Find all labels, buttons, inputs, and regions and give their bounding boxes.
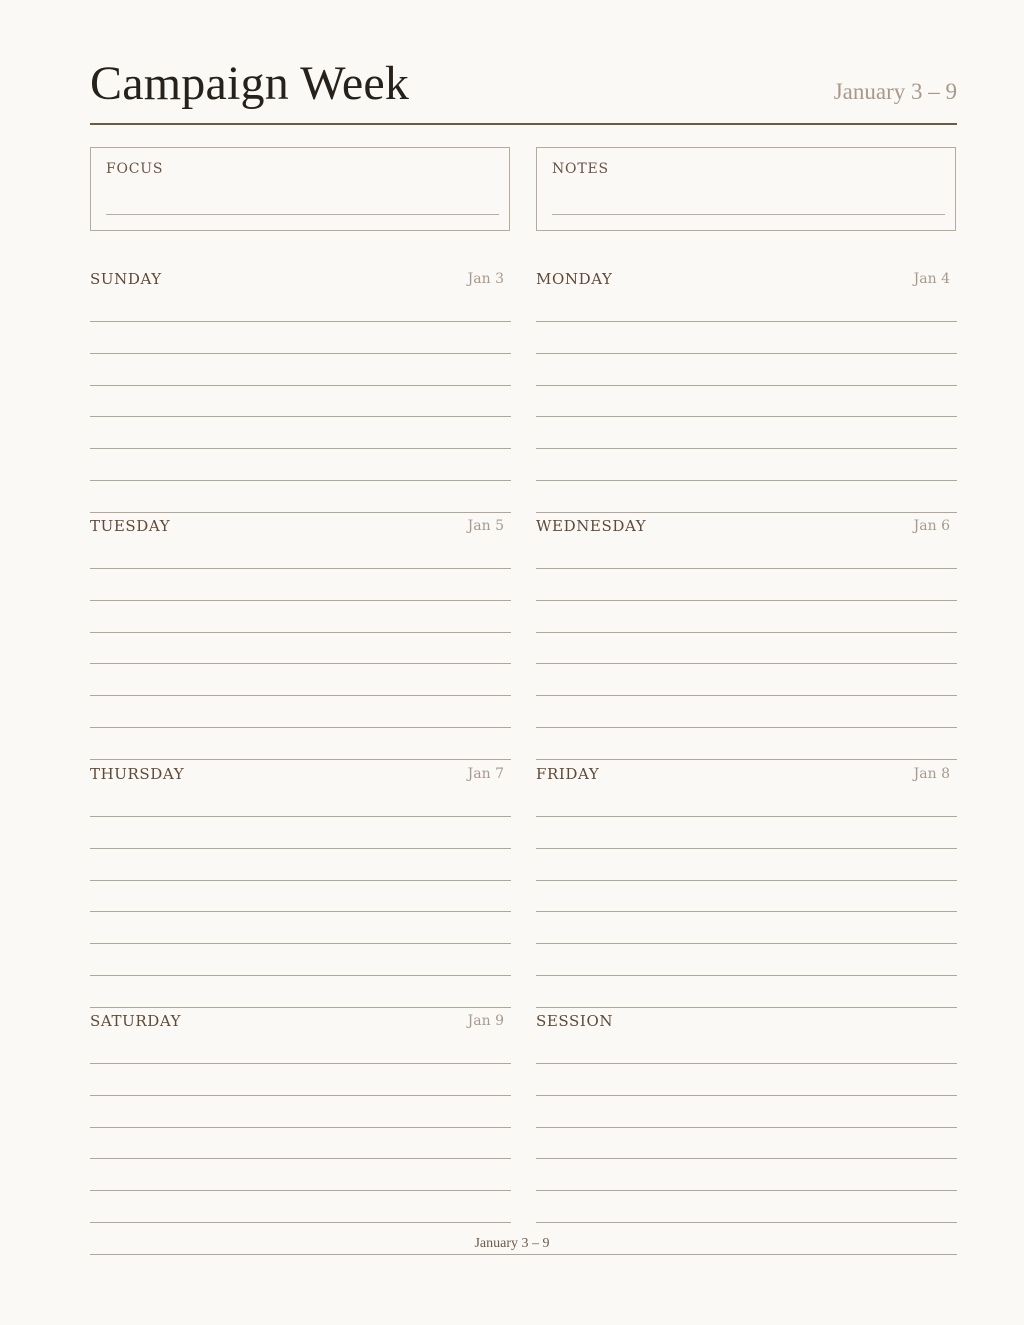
section-date: Jan 5: [467, 518, 504, 534]
writing-line[interactable]: [90, 321, 511, 322]
writing-line[interactable]: [90, 1007, 511, 1008]
section-label: WEDNESDAY: [536, 517, 647, 535]
writing-line[interactable]: [90, 480, 511, 481]
writing-line[interactable]: [90, 911, 511, 912]
writing-line[interactable]: [536, 727, 957, 728]
writing-line[interactable]: [536, 353, 957, 354]
writing-line[interactable]: [90, 1127, 511, 1128]
section-date: Jan 3: [467, 271, 504, 287]
focus-box[interactable]: [90, 147, 510, 231]
writing-line[interactable]: [536, 480, 957, 481]
writing-line[interactable]: [90, 416, 511, 417]
writing-line[interactable]: [536, 848, 957, 849]
notes-box[interactable]: [536, 147, 956, 231]
writing-line[interactable]: [90, 663, 511, 664]
writing-line[interactable]: [90, 695, 511, 696]
section-label: SATURDAY: [90, 1012, 182, 1030]
focus-label: FOCUS: [106, 161, 164, 177]
writing-line[interactable]: [536, 759, 957, 760]
writing-line[interactable]: [90, 1190, 511, 1191]
writing-line[interactable]: [90, 568, 511, 569]
section-date: Jan 7: [467, 766, 504, 782]
writing-line[interactable]: [90, 632, 511, 633]
writing-line[interactable]: [536, 1190, 957, 1191]
title-divider: [90, 123, 957, 125]
writing-line[interactable]: [536, 911, 957, 912]
writing-line[interactable]: [90, 1063, 511, 1064]
date-range: January 3 – 9: [833, 79, 957, 104]
footer-date-range: January 3 – 9: [474, 1236, 550, 1251]
writing-line[interactable]: [536, 1063, 957, 1064]
section-label: TUESDAY: [90, 517, 171, 535]
writing-line[interactable]: [90, 448, 511, 449]
section-date: Jan 6: [913, 518, 950, 534]
writing-line[interactable]: [536, 1127, 957, 1128]
writing-line[interactable]: [536, 416, 957, 417]
writing-line[interactable]: [90, 600, 511, 601]
section-label: SUNDAY: [90, 270, 162, 288]
focus-writing-line[interactable]: [106, 214, 499, 215]
writing-line[interactable]: [536, 816, 957, 817]
writing-line[interactable]: [90, 975, 511, 976]
writing-line[interactable]: [536, 880, 957, 881]
writing-line[interactable]: [536, 568, 957, 569]
writing-line[interactable]: [90, 848, 511, 849]
section-date: Jan 4: [913, 271, 950, 287]
writing-line[interactable]: [536, 975, 957, 976]
writing-line[interactable]: [90, 943, 511, 944]
writing-line[interactable]: [90, 512, 511, 513]
writing-line[interactable]: [90, 1095, 511, 1096]
writing-line[interactable]: [536, 695, 957, 696]
writing-line[interactable]: [90, 727, 511, 728]
section-date: Jan 9: [467, 1013, 504, 1029]
writing-line[interactable]: [536, 448, 957, 449]
writing-line[interactable]: [536, 943, 957, 944]
section-label: FRIDAY: [536, 765, 600, 783]
notes-writing-line[interactable]: [552, 214, 945, 215]
writing-line[interactable]: [90, 385, 511, 386]
writing-line[interactable]: [536, 512, 957, 513]
page-title: Campaign Week: [90, 57, 410, 110]
writing-line[interactable]: [90, 759, 511, 760]
notes-label: NOTES: [552, 161, 609, 177]
writing-line[interactable]: [536, 321, 957, 322]
writing-line[interactable]: [536, 1095, 957, 1096]
writing-line[interactable]: [90, 816, 511, 817]
writing-line[interactable]: [536, 1007, 957, 1008]
writing-line[interactable]: [536, 600, 957, 601]
writing-line[interactable]: [90, 1222, 511, 1223]
writing-line[interactable]: [536, 1222, 957, 1223]
writing-line[interactable]: [536, 663, 957, 664]
footer-rule: [90, 1254, 957, 1255]
section-label: MONDAY: [536, 270, 613, 288]
section-label: THURSDAY: [90, 765, 185, 783]
writing-line[interactable]: [536, 1158, 957, 1159]
writing-line[interactable]: [90, 880, 511, 881]
writing-line[interactable]: [536, 385, 957, 386]
writing-line[interactable]: [90, 1158, 511, 1159]
writing-line[interactable]: [90, 353, 511, 354]
section-label: SESSION: [536, 1012, 614, 1030]
section-date: Jan 8: [913, 766, 950, 782]
writing-line[interactable]: [536, 632, 957, 633]
